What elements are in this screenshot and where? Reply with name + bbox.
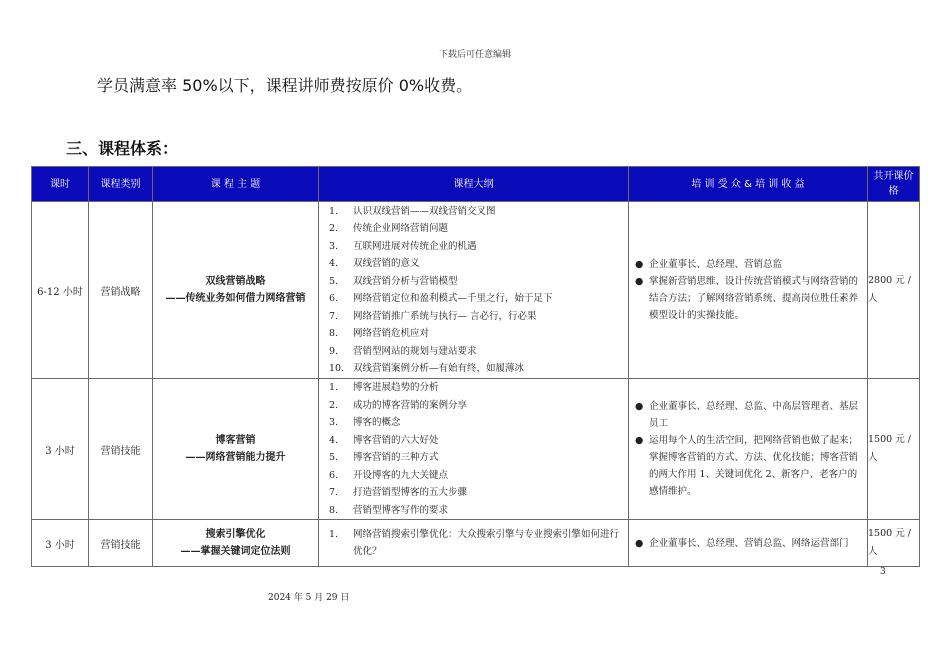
outline-text: 博客的概念 (353, 417, 401, 428)
bullet-icon: ● (635, 259, 644, 270)
outline-text: 传统企业网络营销问题 (353, 223, 449, 234)
list-item (635, 273, 861, 324)
outline-text: 营销型博客写作的要求 (353, 504, 449, 516)
list-item (635, 256, 861, 273)
list-item (329, 526, 624, 561)
outline-number: 1. (329, 528, 339, 540)
topic-title: 搜索引擎优化 (205, 529, 266, 540)
audience-list (629, 256, 867, 324)
outline-text: 博客营销的三种方式 (353, 452, 439, 463)
cell-outline (319, 520, 629, 567)
section-title: 三、课程体系： (66, 139, 179, 158)
bullet-icon: ● (635, 537, 644, 549)
list-item (329, 290, 624, 308)
category-text: 营销战略 (100, 286, 141, 298)
cell-audience (629, 379, 868, 520)
list-item (329, 308, 624, 326)
outline-number: 5. (329, 452, 339, 463)
header-note: 下载后可任意编辑 (438, 50, 511, 60)
cell-outline (319, 379, 629, 520)
course-table (31, 166, 920, 567)
outline-number: 2. (329, 223, 339, 234)
outline-text: 互联网进展对传统企业的机遇 (353, 240, 477, 252)
page-number: 3 (880, 567, 886, 577)
outline-number: 3. (329, 240, 339, 252)
footer-date: 2024 年 5 月 29 日 (268, 593, 350, 603)
cell-audience (629, 202, 868, 379)
list-item (635, 535, 861, 552)
audience-list (629, 398, 867, 500)
list-item (329, 502, 624, 520)
bullet-icon: ● (635, 401, 644, 412)
header-audience: 培 训 受 众 & 培 训 收 益 (629, 167, 868, 202)
outline-number: 5. (329, 275, 339, 287)
list-item (329, 220, 624, 238)
list-item (329, 432, 624, 450)
outline-text: 成功的博客营销的案例分享 (353, 399, 468, 411)
outline-text: 网络营销推广系统与执行— 言必行，行必果 (353, 310, 537, 322)
outline-list (319, 379, 628, 519)
list-item (635, 432, 861, 500)
list-item (329, 414, 624, 432)
outline-number: 4. (329, 258, 339, 269)
outline-number: 7. (329, 310, 339, 322)
cell-topic (153, 520, 319, 567)
header-topic: 课 程 主 题 (153, 167, 319, 202)
outline-list (319, 526, 628, 561)
list-item (329, 325, 624, 343)
outline-text: 网络营销搜索引擎优化：大众搜索引擎与专业搜索引擎如何进行优化？ (353, 528, 620, 557)
outline-number: 6. (329, 293, 339, 304)
outline-number: 8. (329, 328, 339, 339)
cell-hours (32, 379, 89, 520)
header-outline: 课程大纲 (319, 167, 629, 202)
cell-topic (153, 202, 319, 379)
intro-text: 学员满意率 50%以下，课程讲师费按原价 0%收费。 (97, 76, 473, 95)
list-item (329, 397, 624, 415)
outline-number: 8. (329, 504, 339, 516)
hours-text: 3 小时 (45, 445, 75, 457)
outline-number: 6. (329, 469, 339, 481)
audience-list (629, 535, 867, 552)
cell-category (89, 379, 153, 520)
outline-text: 打造营销型博客的五大步骤 (353, 487, 468, 498)
list-item (329, 484, 624, 502)
audience-text: 企业董事长、总经理、营销总监 (649, 259, 783, 270)
cell-price (868, 520, 920, 567)
outline-number: 1. (329, 205, 339, 217)
outline-text: 认识双线营销——双线营销交叉图 (353, 205, 496, 217)
audience-text: 运用每个人的生活空间，把网络营销也做了起来；掌握博客营销的方式、方法、优化技能；博客营销的两大作用 1、关键词优化 2、新客户、老客户的感情维护。 (649, 435, 859, 497)
outline-text: 营销型网站的规划与建站要求 (353, 345, 477, 357)
bullet-icon: ● (635, 276, 644, 287)
outline-text: 双线营销的意义 (353, 258, 420, 269)
hours-text: 6-12 小时 (37, 286, 83, 298)
header-price: 共开课价格 (868, 167, 920, 202)
outline-text: 博客营销的六大好处 (353, 434, 439, 446)
topic-subtitle: ——掌握关键词定位法则 (180, 546, 291, 557)
list-item (329, 360, 624, 378)
list-item (329, 273, 624, 291)
table-row (32, 202, 920, 379)
table-header-row (32, 167, 920, 202)
list-item (329, 449, 624, 467)
outline-text: 博客进展趋势的分析 (353, 382, 439, 393)
list-item (329, 238, 624, 256)
hours-text: 3 小时 (45, 539, 75, 551)
cell-outline (319, 202, 629, 379)
table-row (32, 520, 920, 567)
audience-text: 企业董事长、总经理、总监、中高层管理者、基层员工 (649, 401, 859, 429)
cell-price (868, 202, 920, 379)
topic-title: 双线营销战略 (205, 276, 266, 287)
list-item (329, 343, 624, 361)
list-item (329, 203, 624, 221)
outline-text: 双线营销分析与营销模型 (353, 275, 458, 287)
cell-category (89, 520, 153, 567)
cell-category (89, 202, 153, 379)
outline-text: 双线营销案例分析—有始有终，如履薄冰 (353, 363, 525, 374)
category-text: 营销技能 (100, 445, 141, 457)
header-hours: 课时 (32, 167, 89, 202)
outline-number: 9. (329, 345, 339, 357)
outline-list (319, 203, 628, 378)
topic-subtitle: ——网络营销能力提升 (185, 452, 286, 463)
price-text: 1500 元 / 人 (868, 528, 911, 557)
table-row (32, 379, 920, 520)
outline-text: 网络营销危机应对 (353, 328, 430, 339)
list-item (329, 379, 624, 397)
cell-topic (153, 379, 319, 520)
outline-number: 3. (329, 417, 339, 428)
cell-hours (32, 520, 89, 567)
list-item (329, 467, 624, 485)
header-category: 课程类别 (89, 167, 153, 202)
topic-title: 博客营销 (215, 435, 256, 446)
audience-text: 企业董事长、总经理、营销总监、网络运营部门 (649, 537, 849, 549)
outline-text: 开设博客的九大关键点 (353, 469, 449, 481)
category-text: 营销技能 (100, 539, 141, 551)
list-item (329, 255, 624, 273)
outline-text: 网络营销定位和盈利模式—千里之行，始于足下 (353, 293, 553, 304)
price-text: 2800 元 / 人 (868, 275, 911, 304)
audience-text: 掌握新营销思维、设计传统营销模式与网络营销的结合方法；了解网络营销系统、提高岗位胜任素养模型设计的实操技能。 (649, 276, 859, 321)
outline-number: 10. (329, 363, 345, 374)
cell-hours (32, 202, 89, 379)
outline-number: 4. (329, 434, 339, 446)
outline-number: 7. (329, 487, 339, 498)
list-item (635, 398, 861, 432)
outline-number: 1. (329, 382, 339, 393)
bullet-icon: ● (635, 435, 644, 446)
outline-number: 2. (329, 399, 339, 411)
cell-audience (629, 520, 868, 567)
topic-subtitle: ——传统业务如何借力网络营销 (165, 293, 306, 304)
cell-price (868, 379, 920, 520)
price-text: 1500 元 / 人 (868, 434, 911, 463)
